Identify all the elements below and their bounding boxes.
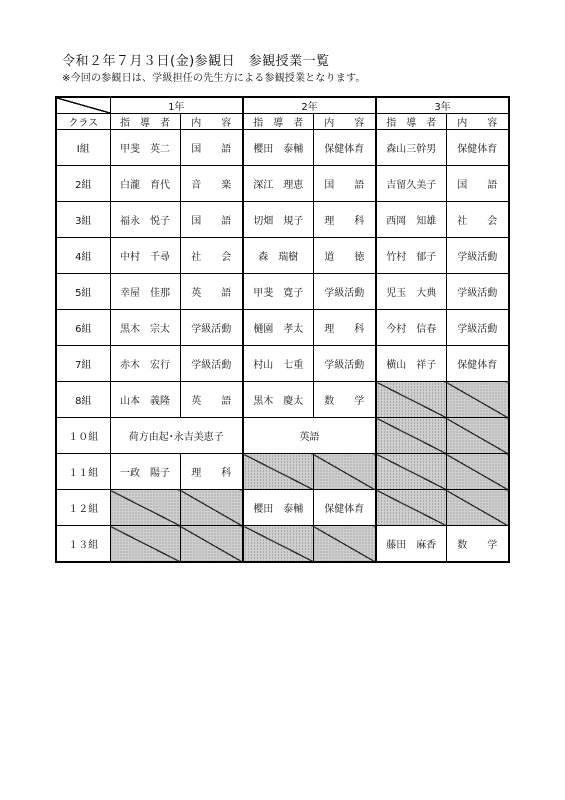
subject-cell: 学級活動 [180, 310, 243, 346]
grade-3-header: 3年 [376, 97, 509, 114]
subject-cell: 英語 [243, 418, 376, 454]
subject-cell: 英 語 [180, 274, 243, 310]
table-row [56, 382, 509, 418]
table-row [56, 310, 509, 346]
class-cell: 5組 [56, 274, 110, 310]
empty-shaded-cell [313, 526, 376, 563]
teacher-cell: 赤木 宏行 [110, 346, 180, 382]
teacher-cell: 竹村 郁子 [376, 238, 446, 274]
teacher-header: 指 導 者 [110, 114, 180, 130]
table-row [56, 238, 509, 274]
teacher-cell: 黒木 宗太 [110, 310, 180, 346]
teacher-cell: 黒木 慶太 [243, 382, 313, 418]
subject-cell: 数 学 [446, 526, 509, 563]
subject-cell: 道 徳 [313, 238, 376, 274]
table-row [56, 202, 509, 238]
empty-shaded-cell [110, 526, 180, 563]
subject-cell: 社 会 [446, 202, 509, 238]
teacher-cell: 村山 七重 [243, 346, 313, 382]
grade-1-header: 1年 [110, 97, 243, 114]
teacher-cell: 甲斐 英二 [110, 130, 180, 166]
teacher-cell: 児玉 大典 [376, 274, 446, 310]
page-note: ※今回の参観日は、学級担任の先生方による参観授業となります。 [62, 73, 366, 84]
class-cell: １２組 [56, 490, 110, 526]
teacher-cell: 森 瑞樹 [243, 238, 313, 274]
teacher-cell: 横山 祥子 [376, 346, 446, 382]
empty-shaded-cell [446, 382, 509, 418]
empty-shaded-cell [313, 454, 376, 490]
class-cell: １１組 [56, 454, 110, 490]
subject-cell: 音 楽 [180, 166, 243, 202]
schedule-table [55, 96, 510, 563]
page-title: 令和２年７月３日(金)参観日 参観授業一覧 [62, 54, 330, 69]
subject-cell: 国 語 [313, 166, 376, 202]
subject-cell: 学級活動 [446, 238, 509, 274]
empty-shaded-cell [110, 490, 180, 526]
table-row [56, 346, 509, 382]
class-cell: 6組 [56, 310, 110, 346]
subject-cell: 学級活動 [446, 274, 509, 310]
subject-cell: 学級活動 [446, 310, 509, 346]
teacher-cell: 櫻田 泰輔 [243, 490, 313, 526]
grade-header-row [56, 97, 509, 114]
subject-cell: 保健体育 [313, 490, 376, 526]
teacher-cell: 森山三幹男 [376, 130, 446, 166]
subject-cell: 数 学 [313, 382, 376, 418]
teacher-cell: 荷方由起･永吉美恵子 [110, 418, 243, 454]
teacher-cell: 甲斐 寛子 [243, 274, 313, 310]
subject-header: 内 容 [446, 114, 509, 130]
teacher-cell: 山本 義隆 [110, 382, 180, 418]
empty-shaded-cell [376, 382, 446, 418]
table-row [56, 274, 509, 310]
empty-shaded-cell [446, 418, 509, 454]
subject-cell: 保健体育 [446, 130, 509, 166]
subject-cell: 保健体育 [446, 346, 509, 382]
subject-cell: 国 語 [180, 130, 243, 166]
table-row [56, 418, 509, 454]
empty-shaded-cell [243, 454, 313, 490]
column-header-row [56, 114, 509, 130]
teacher-cell: 樋園 孝太 [243, 310, 313, 346]
class-header: クラス [56, 114, 110, 130]
empty-shaded-cell [376, 418, 446, 454]
table-row [56, 490, 509, 526]
subject-cell: 理 科 [180, 454, 243, 490]
corner-cell [56, 97, 110, 114]
grade-2-header: 2年 [243, 97, 376, 114]
subject-cell: 学級活動 [313, 346, 376, 382]
empty-shaded-cell [180, 526, 243, 563]
teacher-header: 指 導 者 [376, 114, 446, 130]
teacher-cell: 切畑 規子 [243, 202, 313, 238]
empty-shaded-cell [180, 490, 243, 526]
teacher-cell: 幸屋 佳那 [110, 274, 180, 310]
teacher-cell: 深江 理恵 [243, 166, 313, 202]
class-cell: １３組 [56, 526, 110, 563]
empty-shaded-cell [446, 454, 509, 490]
class-cell: 8組 [56, 382, 110, 418]
subject-cell: 学級活動 [313, 274, 376, 310]
teacher-cell: 藤田 麻香 [376, 526, 446, 563]
teacher-header: 指 導 者 [243, 114, 313, 130]
teacher-cell: 櫻田 泰輔 [243, 130, 313, 166]
teacher-cell: 吉留久美子 [376, 166, 446, 202]
class-cell: 3組 [56, 202, 110, 238]
table-row [56, 526, 509, 563]
table-row [56, 166, 509, 202]
subject-cell: 理 科 [313, 202, 376, 238]
subject-cell: 社 会 [180, 238, 243, 274]
empty-shaded-cell [446, 490, 509, 526]
teacher-cell: 福永 悦子 [110, 202, 180, 238]
class-cell: 2組 [56, 166, 110, 202]
subject-cell: 学級活動 [180, 346, 243, 382]
class-cell: 7組 [56, 346, 110, 382]
table-row [56, 454, 509, 490]
teacher-cell: 白瀧 育代 [110, 166, 180, 202]
subject-cell: 保健体育 [313, 130, 376, 166]
empty-shaded-cell [376, 454, 446, 490]
empty-shaded-cell [376, 490, 446, 526]
table-row [56, 130, 509, 166]
teacher-cell: 今村 信春 [376, 310, 446, 346]
teacher-cell: 一政 陽子 [110, 454, 180, 490]
subject-header: 内 容 [180, 114, 243, 130]
subject-cell: 国 語 [446, 166, 509, 202]
subject-cell: 国 語 [180, 202, 243, 238]
subject-header: 内 容 [313, 114, 376, 130]
teacher-cell: 西岡 知雄 [376, 202, 446, 238]
class-cell: １０組 [56, 418, 110, 454]
teacher-cell: 中村 千尋 [110, 238, 180, 274]
subject-cell: 理 科 [313, 310, 376, 346]
empty-shaded-cell [243, 526, 313, 563]
subject-cell: 英 語 [180, 382, 243, 418]
class-cell: Ⅰ組 [56, 130, 110, 166]
class-cell: 4組 [56, 238, 110, 274]
